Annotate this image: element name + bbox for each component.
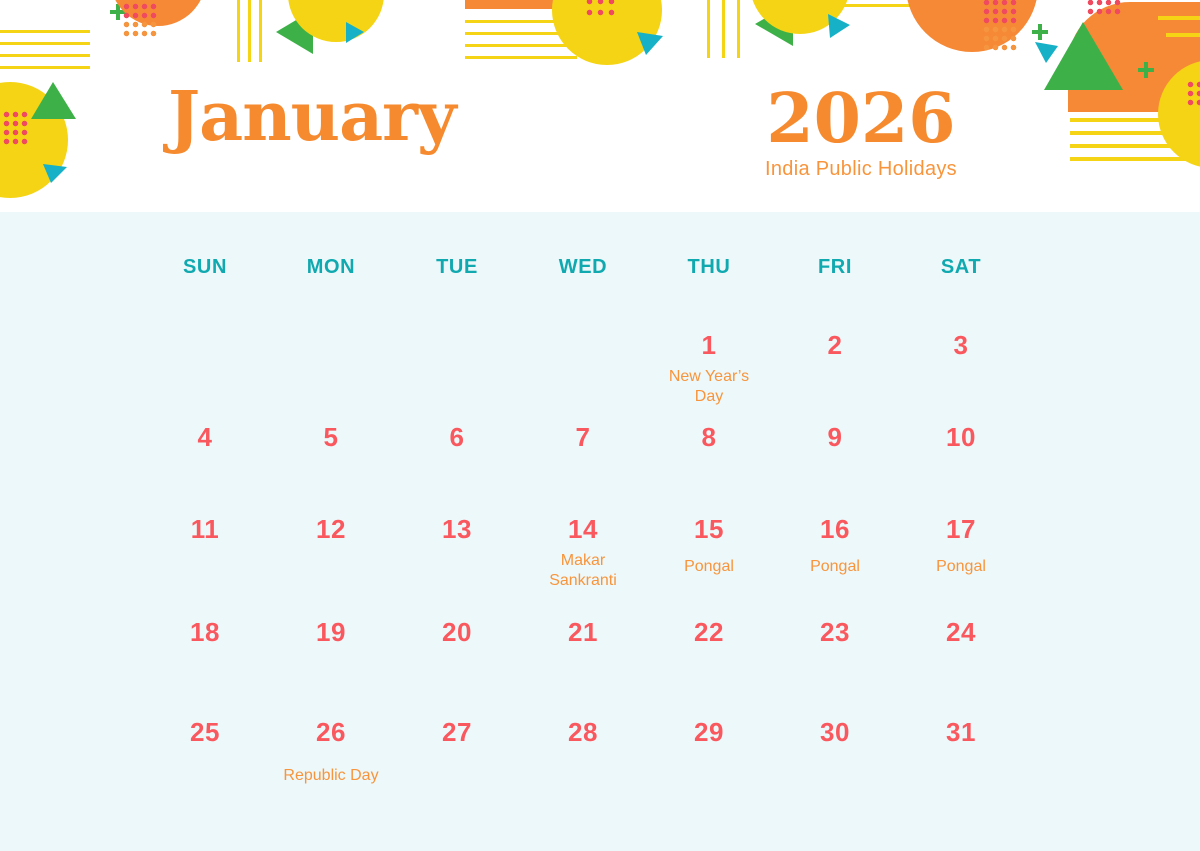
- triangle-up-icon: [1042, 20, 1125, 92]
- date-number: 20: [442, 617, 472, 647]
- decor-red-dots-left: [2, 110, 29, 146]
- triangle-teal-icon: [42, 161, 68, 184]
- date-number: 29: [694, 717, 724, 747]
- holiday-label: New Year’s Day: [668, 368, 750, 405]
- date-number: 19: [316, 617, 346, 647]
- day-cell: [520, 388, 646, 480]
- day-cell: [520, 480, 646, 589]
- date-number: 11: [190, 514, 220, 544]
- decor-red-dots-2: [982, 0, 1018, 25]
- triangle-right-icon: [826, 12, 852, 40]
- day-cell: [772, 388, 898, 480]
- triangle-right-icon: [344, 20, 366, 45]
- date-number: 16: [820, 514, 850, 544]
- date-number: 1: [701, 330, 717, 360]
- triangle-teal-icon: [635, 30, 665, 57]
- calendar-subtitle: India Public Holidays: [765, 158, 957, 181]
- date-number: 5: [323, 422, 339, 452]
- holiday-label: Makar Sankranti: [549, 552, 617, 589]
- date-number: 7: [575, 422, 591, 452]
- decor-yellow-line: [1158, 16, 1200, 20]
- decor-orange-circle-2: [906, 0, 1038, 52]
- date-number: 6: [449, 422, 465, 452]
- day-cell: [142, 683, 268, 851]
- decor-hlines-left: [0, 30, 90, 70]
- holiday-label: Republic Day: [283, 767, 379, 784]
- holiday-label: Pongal: [936, 558, 986, 575]
- date-number: 31: [946, 717, 976, 747]
- decor-vlines-2: [707, 0, 740, 58]
- date-number: 14: [568, 514, 598, 544]
- decor-red-dots-4: [1186, 80, 1200, 107]
- year-block: [711, 79, 1011, 181]
- date-number: 30: [820, 717, 850, 747]
- decor-vlines-1: [237, 0, 262, 62]
- holiday-label: Pongal: [684, 558, 734, 575]
- date-number: 25: [190, 717, 220, 747]
- date-number: 15: [694, 514, 724, 544]
- day-header-wed: WED: [558, 255, 608, 278]
- day-cell: [268, 583, 394, 683]
- date-number: 18: [190, 617, 220, 647]
- day-cell: [646, 480, 772, 583]
- date-number: 22: [694, 617, 724, 647]
- day-cell: [394, 583, 520, 683]
- day-cell: [520, 583, 646, 683]
- plus-icon: [1138, 62, 1154, 78]
- date-number: 23: [820, 617, 850, 647]
- year-title: 2026: [766, 79, 956, 159]
- day-cell: [142, 296, 268, 388]
- header-band: [0, 0, 1200, 212]
- date-number: 21: [568, 617, 598, 647]
- day-cell: [772, 683, 898, 851]
- day-header-mon: MON: [306, 255, 356, 278]
- day-cell: [898, 480, 1024, 583]
- day-cell: [898, 683, 1024, 851]
- date-number: 10: [946, 422, 976, 452]
- date-number: 26: [316, 717, 346, 747]
- day-header-sat: SAT: [940, 255, 982, 278]
- day-cell: [520, 683, 646, 851]
- date-number: 28: [568, 717, 598, 747]
- decor-red-dots-1: [122, 2, 158, 20]
- day-cell: [898, 583, 1024, 683]
- triangle-up-icon: [28, 78, 78, 123]
- day-cell: [898, 388, 1024, 480]
- date-number: 12: [316, 514, 346, 544]
- date-number: 8: [701, 422, 717, 452]
- day-header-tue: TUE: [436, 255, 478, 278]
- day-cell: [268, 683, 394, 851]
- day-cell: [772, 480, 898, 583]
- day-cell: [142, 583, 268, 683]
- day-cell: [142, 480, 268, 583]
- day-cell: [394, 683, 520, 851]
- day-cell: [394, 296, 520, 388]
- day-cell: [772, 583, 898, 683]
- date-number: 4: [197, 422, 213, 452]
- date-number: 17: [946, 514, 976, 544]
- day-header-sun: SUN: [182, 255, 228, 278]
- calendar-grid: [142, 238, 1024, 851]
- day-cell: [142, 388, 268, 480]
- day-header-thu: THU: [687, 255, 731, 278]
- date-number: 2: [827, 330, 843, 360]
- day-header-fri: FRI: [817, 255, 853, 278]
- date-number: 3: [953, 330, 969, 360]
- decor-yellow-line: [1166, 33, 1200, 37]
- month-title: January: [168, 77, 456, 157]
- date-number: 24: [946, 617, 976, 647]
- decor-orange-bar: [465, 0, 553, 9]
- day-cell: [646, 683, 772, 851]
- day-cell: [646, 583, 772, 683]
- day-cell: [520, 296, 646, 388]
- day-cell: [268, 296, 394, 388]
- day-cell: [268, 388, 394, 480]
- day-cell: [394, 388, 520, 480]
- date-number: 9: [827, 422, 843, 452]
- decor-orange-dots-1: [122, 20, 158, 38]
- decor-hlines-right: [1070, 118, 1200, 166]
- decor-red-dots-3: [1086, 0, 1122, 16]
- calendar-body: [0, 212, 1200, 851]
- day-cell: [898, 296, 1024, 388]
- decor-red-dots-mid: [584, 0, 617, 16]
- day-cell: [646, 388, 772, 480]
- day-cell: [268, 480, 394, 583]
- decor-orange-dots-2: [982, 25, 1018, 52]
- date-number: 13: [442, 514, 472, 544]
- holiday-label: Pongal: [810, 558, 860, 575]
- day-cell: [394, 480, 520, 583]
- date-number: 27: [442, 717, 472, 747]
- day-cell: [646, 296, 772, 405]
- day-cell: [772, 296, 898, 388]
